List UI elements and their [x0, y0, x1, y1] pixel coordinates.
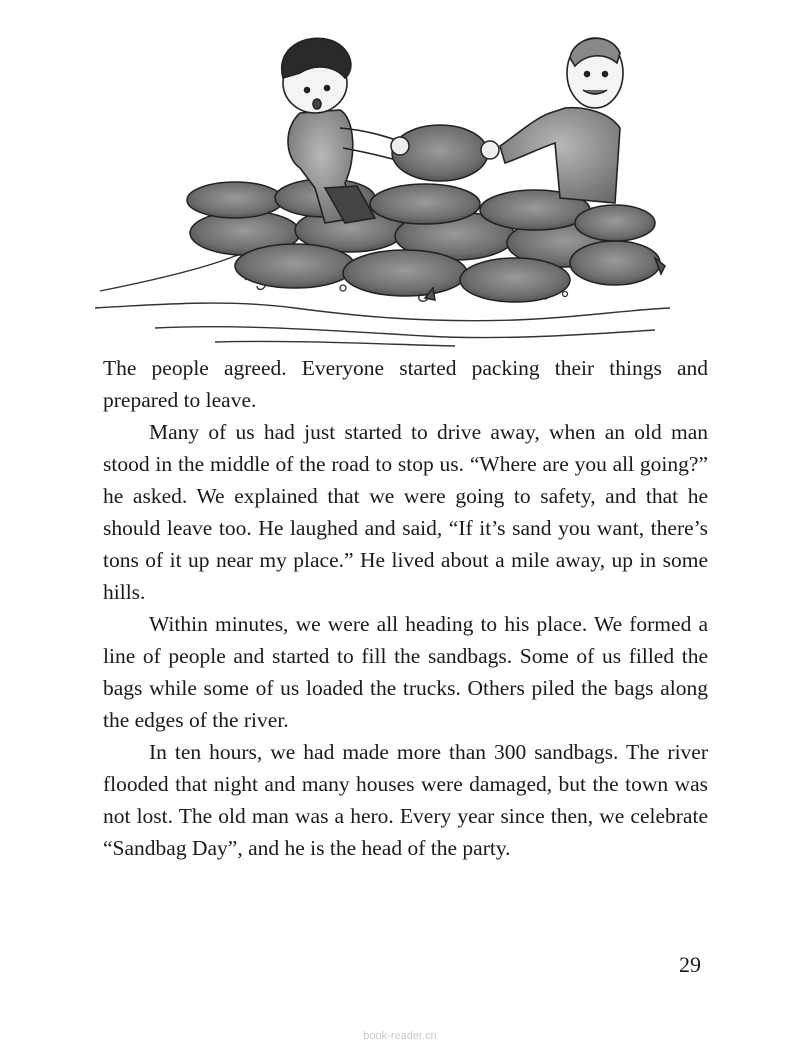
watermark: book-reader.cn — [363, 1030, 437, 1042]
paragraph-2: Many of us had just started to drive away, when an old man stood in the middle of the road to stop us. “Where are you all going?” he asked. We explained that we were going to safety, and that he should leave too. He laughed and said, “If it’s sand you want, there’s tons of it up near my place.” He lived about a mile away, up in some hills. — [103, 420, 708, 604]
page-number: 29 — [679, 952, 701, 977]
story-text — [103, 352, 708, 864]
paragraph-1: The people agreed. Everyone started packing their things and prepared to leave. — [103, 356, 708, 412]
old-man-figure — [500, 38, 623, 203]
pulled-sandbag — [391, 125, 499, 181]
sandbag-illustration — [95, 18, 675, 348]
paragraph-4: In ten hours, we had made more than 300 sandbags. The river flooded that night and many houses were damaged, but the town was not lost. The old man was a hero. Every year since then, we celebrate “Sandbag Day”, and he is the head of the party. — [103, 740, 708, 860]
paragraph-3: Within minutes, we were all heading to his place. We formed a line of people and started to fill the sandbags. Some of us filled the bags while some of us loaded the trucks. Others piled the bags along the edges of the river. — [103, 612, 708, 732]
